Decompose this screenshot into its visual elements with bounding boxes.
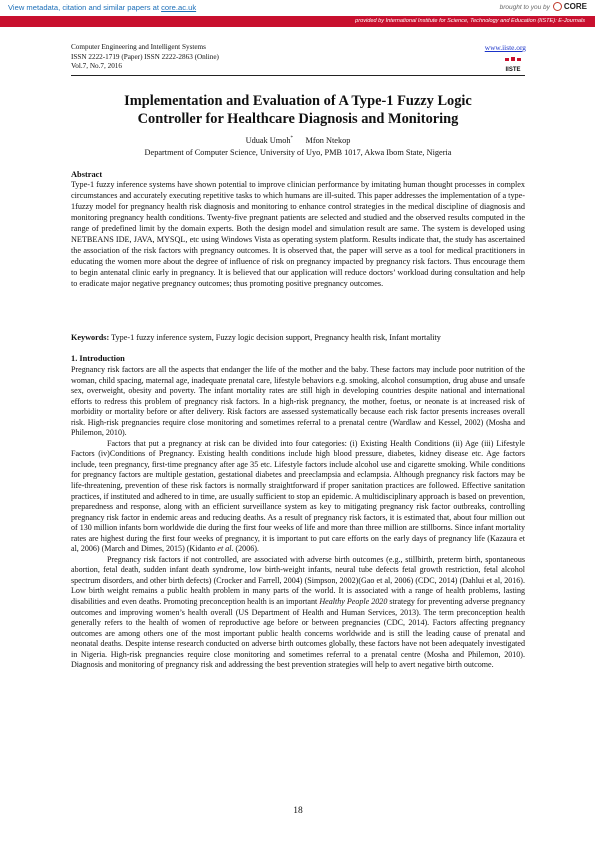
journal-volume: Vol.7, No.7, 2016 — [71, 62, 122, 71]
author-1: Uduak Umoh — [245, 136, 291, 145]
svg-text:IISTE: IISTE — [505, 67, 521, 73]
author-list — [71, 136, 525, 145]
page-number: 18 — [293, 806, 303, 816]
paper-title — [71, 93, 525, 128]
paragraph-3-text-b: strategy for preventing adverse pregnancy outcomes and improving women’s health overall (US Department of Health and Human Services, 2013). The term preconception health generally refers to the health of women of reproductive age before or between pregnancies (CDC, 2014). Factors affecting pregnancy outcomes are among others one of the most important public health concerns worldwide and is still the leading cause of prenatal and neonatal deaths. Despite intense research conducted on adverse birth outcomes globally, these factors have not been adequately investigated in Nigeria. High-risk pregnancies require close monitoring and sometimes referral to a prenatal centre (Mosha and Philemon, 2010). Diagnosis and monitoring of pregnancy risk and addressing the best prevention strategies will help to avert negative birth outcome. — [71, 597, 525, 670]
paragraph-2-end: (2006). — [233, 544, 259, 554]
abstract-text: Type-1 fuzzy inference systems have shown potential to improve clinician performance by imitating human thought processes in complex circumstances and accurately executing repetitive tasks to which humans are ill-suited. This paper addresses the implementation of a type-1fuzzy model for pregnancy health risk diagnosis and monitoring to enhance control strategies in the medical discipline of diagnosis and monitoring pregnancy health conditions. Twenty-five pregnant patients are selected and studied and the observed results computed in the range of predefined limit by the domain experts. Both the design model and simulation result are same. The system is developed using NETBEANS IDE, JAVA, MYSQL, etc using Windows Vista as operating system platform. Results indicate that, the study has ascertained the association of the risk factors with pregnancy outcomes. It is observed that, the paper will serve as a tool for medical practitioners in educating the women more about the degree of influence of risk on pregnancy impacted by pregnancy risk factors. Thus encourage them to begin antenatal clinic early in pregnancy. It is believed that our application will reduce doctors’ workload during consultation and help to eradicate major negative pregnancy outcomes; thus promoting positive pregnancy outcomes. — [71, 180, 525, 288]
journal-header — [71, 43, 219, 72]
keywords-line — [71, 333, 531, 342]
author-2: Mfon Ntekop — [305, 136, 351, 145]
core-brand: CORE — [563, 2, 587, 11]
core-link[interactable]: core.ac.uk — [161, 3, 197, 12]
paragraph-2 — [71, 439, 525, 555]
journal-issn: ISSN 2222-1719 (Paper) ISSN 2222-2863 (Online) — [71, 52, 219, 61]
affiliation: Department of Computer Science, University of Uyo, PMB 1017, Akwa Ibom State, Nigeria — [144, 148, 452, 157]
journal-url-link[interactable]: www.iiste.org — [484, 43, 526, 52]
core-banner — [0, 0, 595, 17]
header-divider — [71, 75, 525, 76]
core-brand-area[interactable] — [500, 2, 587, 11]
core-metadata-text — [8, 3, 196, 12]
keywords-text: Type-1 fuzzy inference system, Fuzzy logic decision support, Pregnancy health risk, Infant mortality — [109, 333, 441, 342]
journal-url-area — [481, 43, 526, 52]
introduction-body — [71, 365, 525, 671]
provider-banner — [0, 16, 595, 27]
section-heading-introduction: 1. Introduction — [71, 354, 125, 363]
abstract-heading: Abstract — [71, 170, 103, 179]
corresponding-mark: * — [290, 136, 294, 142]
paper-title-line2: Controller for Healthcare Diagnosis and Monitoring — [137, 110, 459, 127]
paper-title-line1: Implementation and Evaluation of A Type-1 Fuzzy Logic — [124, 93, 472, 109]
provider-text: provided by International Institute for Science, Technology and Education (IISTE): E-Journals — [355, 17, 585, 24]
keywords-label: Keywords: — [71, 333, 110, 342]
paragraph-2-text: Factors that put a pregnancy at risk can be divided into four categories: (i) Existing Health Conditions (ii) Age (iii) Lifestyle Factors (iv)Conditions of Pregnancy. Existing health conditions include high blood pressure, diabetes, kidney disease etc. Age factors include, teen pregnancy, first-time pregnancy after age 35 etc. Lifestyle factors include alcohol use and cigarette smoking. While conditions for pregnancy factors are multiple gestation, gestational diabetes and preeclampsia and eclampsia. Although pregnancy risk factors may be life-threatening, prevention of these risk factors is normally straightforward if proper sanitation practices are followed. Effective sanitation practices, if instituted and adhered to in time, are usually sufficient to stop an epidemic. A multidisciplinary approach is based on prevention, preparedness and response, along with an efficient surveillance system as key to mitigating pregnancy risk factor outbreaks, controlling pregnancy risk factor in endemic areas and reducing deaths. As a result of pregnancy risk factors, it is estimated that, about four million out of 130 million infants born worldwide die during the first four weeks of life and more than three million are stillborns. Since infant mortality rates are highest during the first four weeks of pregnancy, it is important to put care efforts on the early days of pregnancy life (Kazaura et al, 2006) (March and Dimes, 2015) (Kidanto — [71, 438, 525, 554]
paragraph-1: Pregnancy risk factors are all the aspects that endanger the life of the mother and the baby. These factors may include poor nutrition of the woman, child spacing, maternal age, inadequate prenatal care, lifestyle behaviors e.g. smoking, alcohol consumption, drug abuse and unsafe sex, overweight, obesity and poverty. The infant mortality rates are still high in developing countries despite national and international efforts to redress this problem of pregnancy risk factors. In a high-risk pregnancy, the mother, foetus, or neonate is at increased risk of morbidity or mortality before or after delivery. Risk factors are assessed systematically because each risk factor presents increases overall risk. High-risk pregnancies require close monitoring and sometimes referral to a prenatal centre (Wardlaw and Kessel, 2002) (Mosha and Philemon, 2010). — [71, 365, 525, 438]
journal-name: Computer Engineering and Intelligent Systems — [71, 43, 206, 51]
brought-by-label: brought to you by — [499, 4, 550, 11]
paragraph-3-text-a: Pregnancy risk factors if not controlled, are associated with adverse birth outcomes (e.g., stillbirth, preterm birth, spontaneous abortion, fetal death, sudden infant death syndrome, low birth-weight infants, neural tube defects fetal growth restriction, fetal alcohol spectrum disorders, and other birth defects) (Crocker and Farrell, 2004) (Simpson, 2002)(Gao et al, 2006) (CDC, 2014) (Dahlui et al, 2016). Low birth weight remains a public health problem in many parts of the world. It is associated with a range of health problems, lasting disabilities and even deaths. Promoting preconception health is an important — [71, 554, 525, 607]
core-logo-icon — [553, 2, 562, 11]
paragraph-2-italic: et al. — [217, 544, 234, 554]
core-metadata-label: View metadata, citation and similar papers at — [8, 3, 162, 12]
paragraph-3-italic: Healthy People 2020 — [319, 597, 388, 607]
paragraph-3 — [71, 555, 525, 671]
iiste-logo-icon — [504, 57, 522, 73]
